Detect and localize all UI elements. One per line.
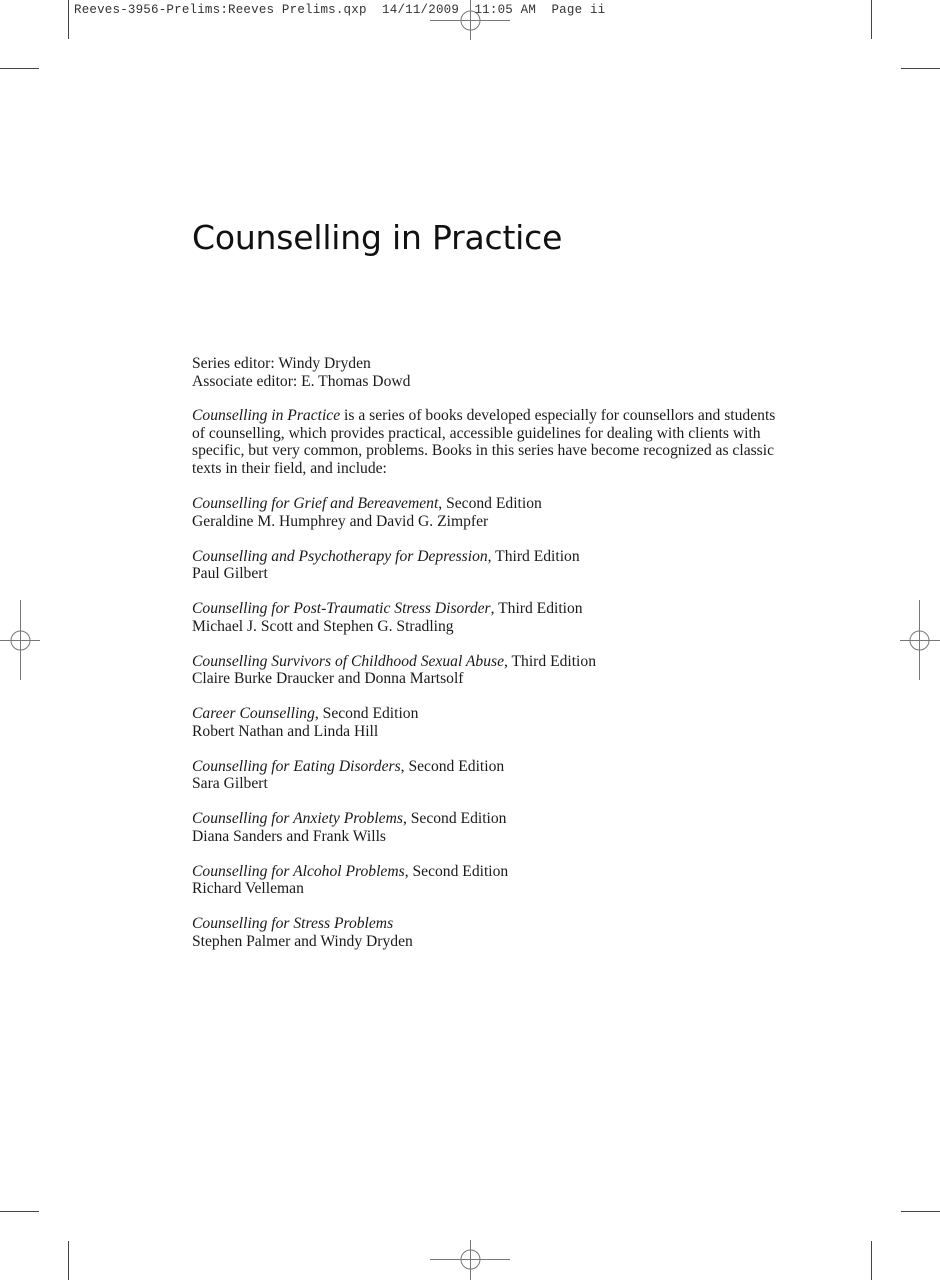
- book-authors: Michael J. Scott and Stephen G. Stradling: [192, 617, 454, 635]
- series-editor: Series editor: Windy Dryden: [192, 355, 371, 372]
- book-edition: , Second Edition: [438, 495, 542, 512]
- crop-mark-top-right-icon: [872, 0, 940, 69]
- book-authors: Geraldine M. Humphrey and David G. Zimpfer: [192, 512, 489, 530]
- book-item: [192, 758, 596, 811]
- book-title: Counselling for Eating Disorders: [192, 757, 401, 775]
- book-item: [192, 810, 596, 863]
- book-edition: , Second Edition: [314, 705, 419, 722]
- book-title: Counselling for Post-Traumatic Stress Disorder: [192, 600, 491, 617]
- series-name: Counselling in Practice: [192, 407, 341, 424]
- book-edition: , Third Edition: [504, 652, 596, 670]
- book-item: [192, 600, 596, 653]
- book-title: Counselling and Psychotherapy for Depression: [192, 547, 488, 565]
- book-edition: , Second Edition: [404, 862, 509, 880]
- book-title: Counselling for Stress Problems: [192, 915, 394, 932]
- series-description: is a series of books developed especially for counsellors and students of counselling, which provides practical, accessible guidelines for dealing with clients with specific, but very common, problems. Books in this series have become recognized as classic texts in their field, and include:: [192, 407, 776, 477]
- book-item: [192, 705, 596, 758]
- crop-mark-top-left-icon: [0, 0, 69, 69]
- series-intro: [192, 407, 792, 477]
- book-item: [192, 653, 596, 706]
- book-list: [192, 495, 596, 968]
- book-authors: Robert Nathan and Linda Hill: [192, 722, 379, 740]
- book-item: [192, 548, 596, 601]
- book-item: [192, 915, 596, 968]
- book-authors: Claire Burke Draucker and Donna Martsolf: [192, 670, 464, 687]
- book-authors: Stephen Palmer and Windy Dryden: [192, 932, 413, 950]
- book-title: Counselling for Grief and Bereavement: [192, 495, 439, 512]
- registration-mark-bottom-icon: [430, 1240, 510, 1280]
- book-edition: , Third Edition: [490, 600, 583, 617]
- book-edition: , Second Edition: [400, 757, 505, 775]
- registration-mark-left-icon: [0, 600, 40, 680]
- book-title: Counselling Survivors of Childhood Sexual Abuse: [192, 652, 505, 670]
- book-edition: , Second Edition: [402, 810, 507, 827]
- book-authors: Paul Gilbert: [192, 565, 268, 582]
- book-authors: Sara Gilbert: [192, 775, 268, 792]
- crop-mark-bottom-left-icon: [0, 1212, 69, 1280]
- editors-block: [192, 355, 410, 390]
- crop-mark-bottom-right-icon: [872, 1212, 940, 1280]
- book-title: Counselling for Alcohol Problems: [192, 862, 405, 880]
- slug-line: Reeves-3956-Prelims:Reeves Prelims.qxp 14/11/2009 11:05 AM Page ii: [74, 3, 606, 17]
- page-title: Counselling in Practice: [192, 218, 563, 257]
- book-item: [192, 495, 596, 548]
- book-item: [192, 863, 596, 916]
- book-edition: , Third Edition: [487, 547, 580, 565]
- registration-mark-right-icon: [900, 600, 940, 680]
- associate-editor: Associate editor: E. Thomas Dowd: [192, 372, 411, 390]
- book-title: Counselling for Anxiety Problems: [192, 810, 403, 827]
- book-authors: Richard Velleman: [192, 880, 304, 897]
- book-authors: Diana Sanders and Frank Wills: [192, 827, 386, 845]
- book-title: Career Counselling: [192, 705, 315, 722]
